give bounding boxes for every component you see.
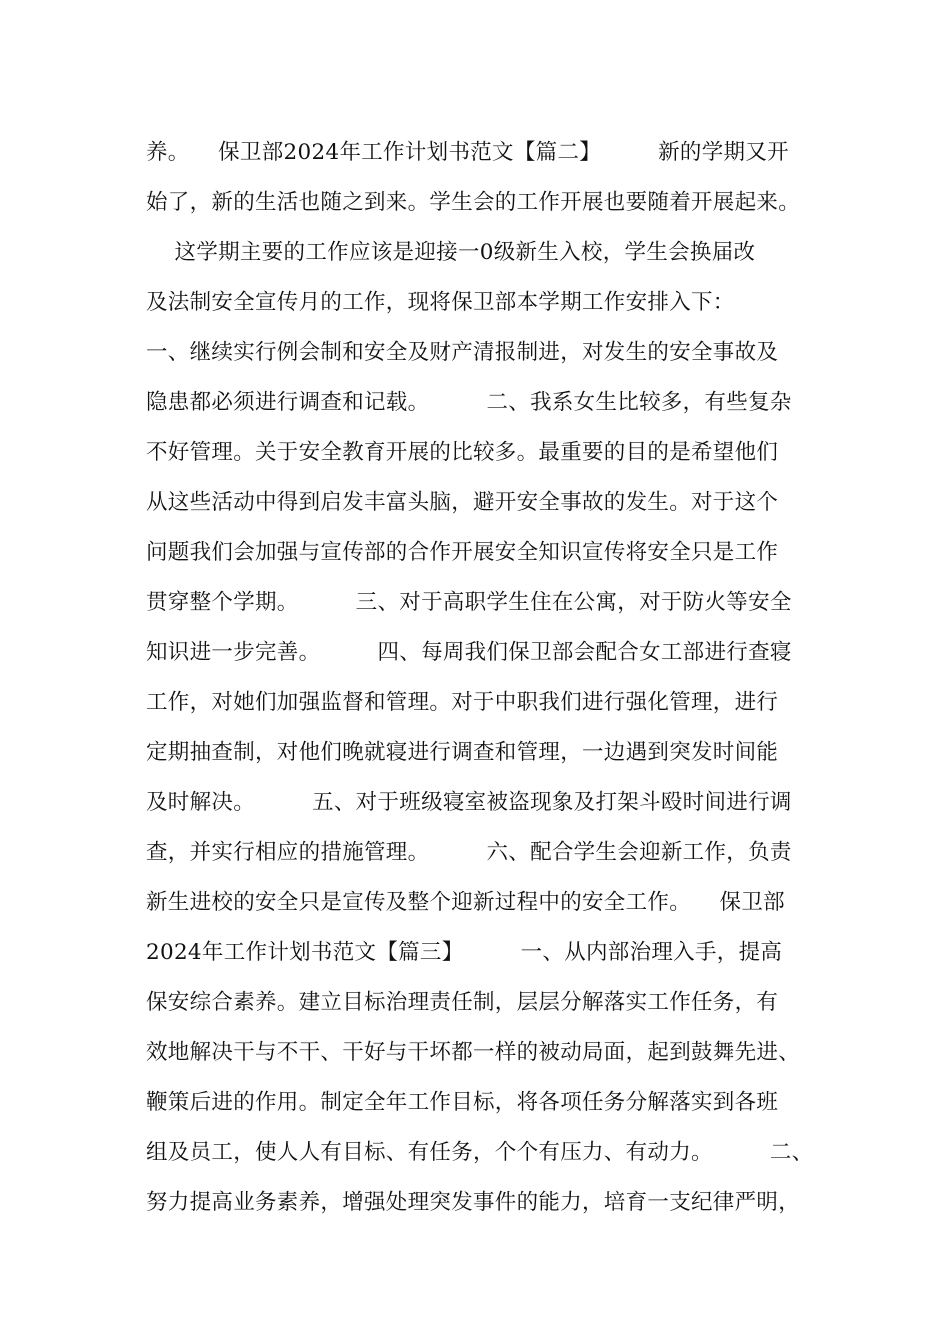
text-line: 贯穿整个学期。 三、对于高职学生住在公寓，对于防火等安全 xyxy=(146,590,792,615)
text-line: 努力提高业务素养，增强处理突发事件的能力，培育一支纪律严明， xyxy=(146,1190,801,1215)
text-line: 隐患都必须进行调查和记载。 二、我系女生比较多，有些复杂 xyxy=(146,390,792,415)
text-line: 工作，对她们加强监督和管理。对于中职我们进行强化管理，进行 xyxy=(146,690,779,715)
text-line: 鞭策后进的作用。制定全年工作目标，将各项任务分解落实到各班 xyxy=(146,1090,779,1115)
text-line: 不好管理。关于安全教育开展的比较多。最重要的目的是希望他们 xyxy=(146,440,779,465)
text-line: 定期抽查制，对他们晚就寝进行调查和管理，一边遇到突发时间能 xyxy=(146,740,779,765)
text-line: 这学期主要的工作应该是迎接一0级新生入校，学生会换届改 xyxy=(146,240,756,265)
text-line: 养。 保卫部2024年工作计划书范文【篇二】 新的学期又开 xyxy=(146,140,789,165)
text-line: 始了，新的生活也随之到来。学生会的工作开展也要随着开展起来。 xyxy=(146,190,801,215)
text-line: 2024年工作计划书范文【篇三】 一、从内部治理入手，提高 xyxy=(146,940,783,965)
text-line: 一、继续实行例会制和安全及财产清报制进，对发生的安全事故及 xyxy=(146,340,779,365)
text-line: 效地解决干与不干、干好与干坏都一样的被动局面，起到鼓舞先进、 xyxy=(146,1040,801,1065)
text-line: 知识进一步完善。 四、每周我们保卫部会配合女工部进行查寝 xyxy=(146,640,792,665)
text-line: 新生进校的安全只是宣传及整个迎新过程中的安全工作。 保卫部 xyxy=(146,890,785,915)
text-line: 问题我们会加强与宣传部的合作开展安全知识宣传将安全只是工作 xyxy=(146,540,779,565)
text-line: 保安综合素养。建立目标治理责任制，层层分解落实工作任务，有 xyxy=(146,990,779,1015)
text-line: 从这些活动中得到启发丰富头脑，避开安全事故的发生。对于这个 xyxy=(146,490,779,515)
document-body xyxy=(146,128,826,1228)
text-line: 及时解决。 五、对于班级寝室被盗现象及打架斗殴时间进行调 xyxy=(146,790,792,815)
text-line: 查，并实行相应的措施管理。 六、配合学生会迎新工作，负责 xyxy=(146,840,792,865)
text-line: 组及员工，使人人有目标、有任务，个个有压力、有动力。 二、 xyxy=(146,1140,814,1165)
text-line: 及法制安全宣传月的工作，现将保卫部本学期工作安排入下： xyxy=(146,290,735,315)
